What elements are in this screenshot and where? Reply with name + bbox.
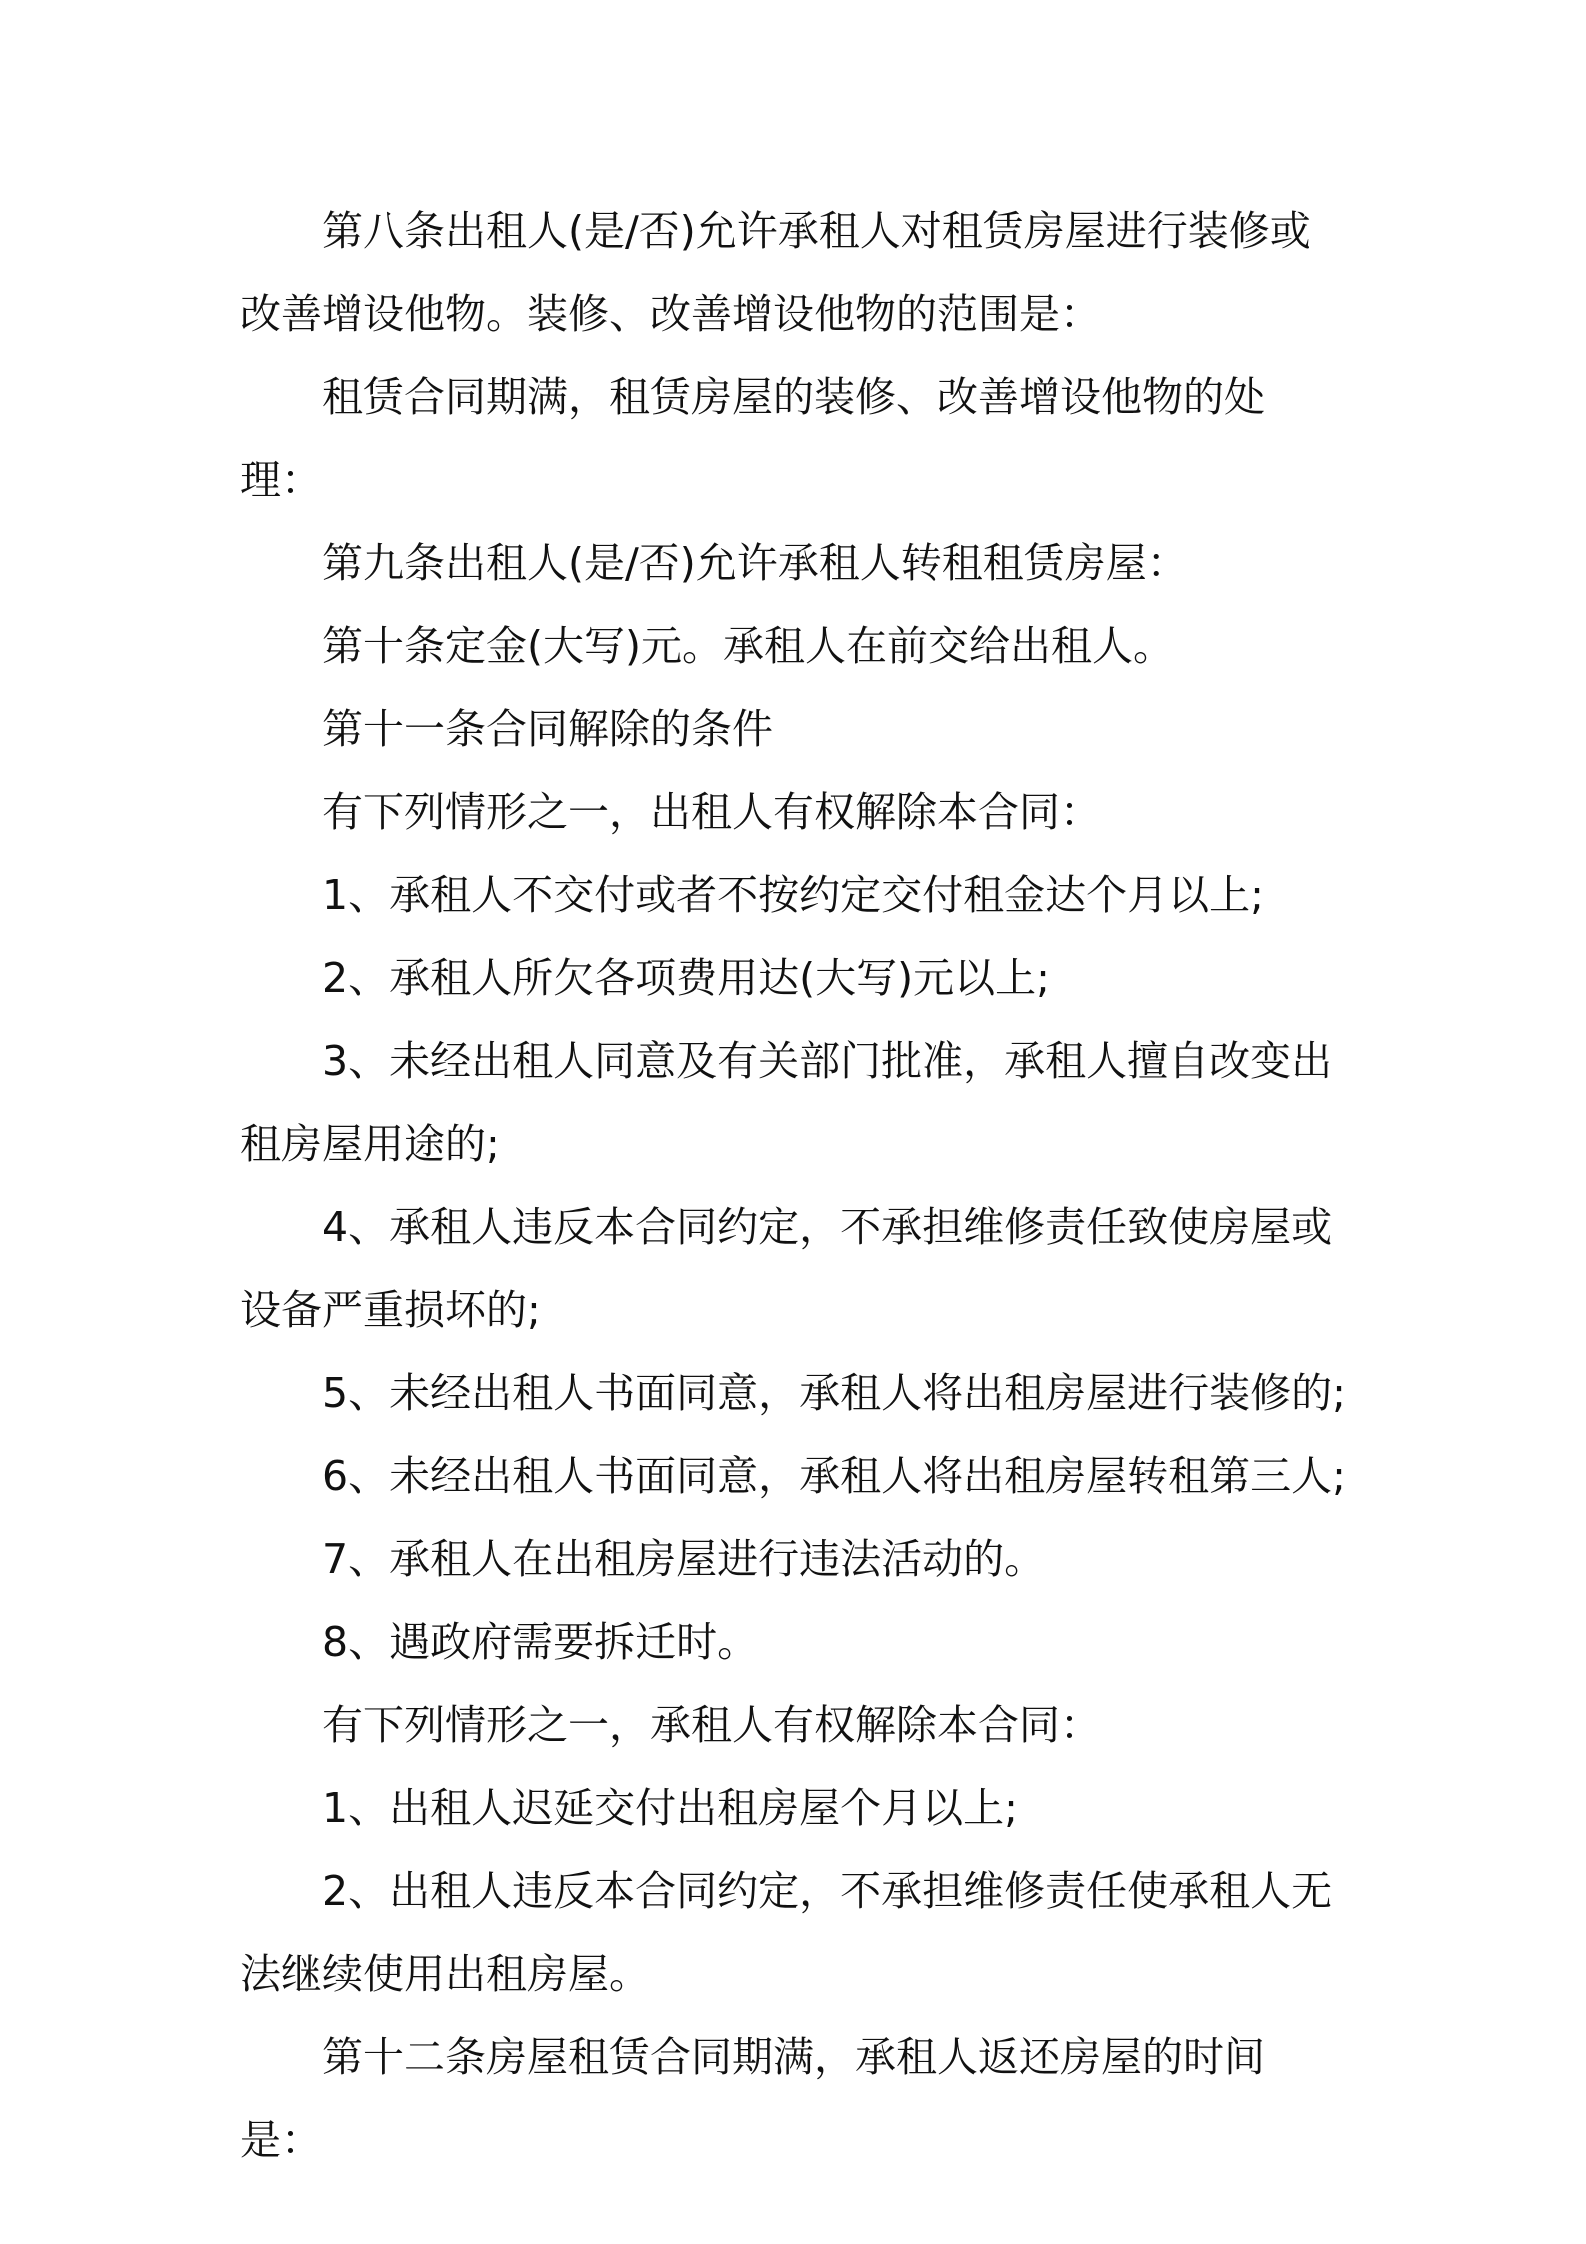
lessee-termination-intro: 有下列情形之一，承租人有权解除本合同：: [322, 1701, 1101, 1749]
lessor-condition-6: 6、未经出租人书面同意，承租人将出租房屋转租第三人;: [322, 1452, 1346, 1500]
lease-expiry-renovation-paragraph: 租赁合同期满，租赁房屋的装修、改善增设他物的处理：: [240, 373, 1265, 504]
article-9-paragraph: 第九条出租人(是/否)允许承租人转租租赁房屋：: [322, 539, 1188, 587]
lessee-condition-2: 2、出租人违反本合同约定，不承担维修责任使承租人无法继续使用出租房屋。: [240, 1867, 1333, 1998]
article-11-heading: 第十一条合同解除的条件: [322, 705, 773, 753]
lessee-condition-1: 1、出租人迟延交付出租房屋个月以上;: [322, 1784, 1018, 1832]
lessor-termination-intro: 有下列情形之一，出租人有权解除本合同：: [322, 788, 1101, 836]
lessor-condition-3: 3、未经出租人同意及有关部门批准，承租人擅自改变出租房屋用途的;: [240, 1037, 1333, 1168]
article-12-paragraph: 第十二条房屋租赁合同期满，承租人返还房屋的时间是：: [240, 2033, 1265, 2164]
lessor-condition-8: 8、遇政府需要拆迁时。: [322, 1618, 759, 1666]
lessor-condition-1: 1、承租人不交付或者不按约定交付租金达个月以上;: [322, 871, 1264, 919]
lessor-condition-5: 5、未经出租人书面同意，承租人将出租房屋进行装修的;: [322, 1369, 1346, 1417]
document-body: [240, 190, 1346, 2182]
lessor-condition-4: 4、承租人违反本合同约定，不承担维修责任致使房屋或设备严重损坏的;: [240, 1203, 1333, 1334]
article-10-paragraph: 第十条定金(大写)元。承租人在前交给出租人。: [322, 622, 1174, 670]
lessor-condition-2: 2、承租人所欠各项费用达(大写)元以上;: [322, 954, 1050, 1002]
article-8-paragraph: 第八条出租人(是/否)允许承租人对租赁房屋进行装修或改善增设他物。装修、改善增设他物的范围是：: [240, 207, 1311, 338]
lessor-condition-7: 7、承租人在出租房屋进行违法活动的。: [322, 1535, 1046, 1583]
